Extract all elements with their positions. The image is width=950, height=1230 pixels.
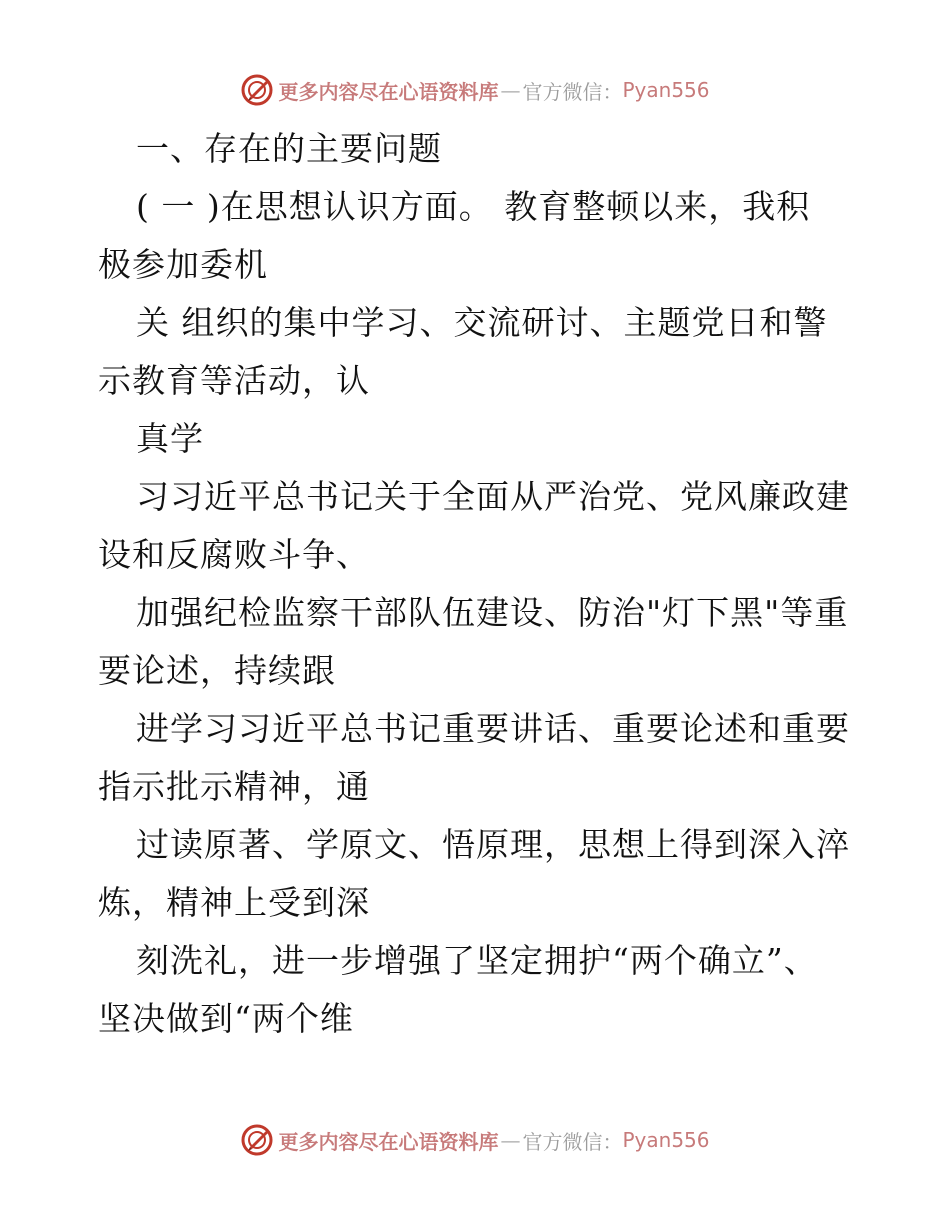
paragraph-line: 刻洗礼，进一步增强了坚定拥护“两个确立”、 <box>136 941 818 980</box>
paragraph-line: 要论述，持续跟 <box>98 651 336 690</box>
paragraph-line: 真学 <box>136 419 204 458</box>
banner-dash: — <box>500 78 521 102</box>
paragraph-line: 极参加委机 <box>98 245 268 284</box>
header-watermark-banner <box>0 70 950 110</box>
paragraph-line: 设和反腐败斗争、 <box>98 535 370 574</box>
pen-logo-icon <box>240 73 274 107</box>
paragraph-line: 关 组织的集中学习、交流研讨、主题党日和警 <box>136 303 828 342</box>
paragraph-line: 指示批示精神，通 <box>98 767 370 806</box>
banner-wechat-id: Pyan556 <box>622 1128 710 1152</box>
paragraph-line: 加强纪检监察干部队伍建设、防治"灯下黑"等重 <box>136 593 849 632</box>
banner-dash: — <box>500 1128 521 1152</box>
paragraph-line: 坚决做到“两个维 <box>98 999 354 1038</box>
document-body <box>98 120 858 1048</box>
banner-wechat-label: 官方微信： <box>522 1129 623 1154</box>
section-heading: 一、存在的主要问题 <box>136 129 442 168</box>
paragraph-line: ( 一 )在思想认识方面。 教育整顿以来，我积 <box>136 187 811 226</box>
banner-title: 更多内容尽在心语资料库 <box>278 1129 499 1154</box>
footer-watermark-banner <box>0 1120 950 1160</box>
paragraph-line: 过读原著、学原文、悟原理，思想上得到深入淬 <box>136 825 850 864</box>
paragraph-line: 炼，精神上受到深 <box>98 883 370 922</box>
paragraph-line: 习习近平总书记关于全面从严治党、党风廉政建 <box>136 477 850 516</box>
paragraph-line: 进学习习近平总书记重要讲话、重要论述和重要 <box>136 709 850 748</box>
banner-wechat-id: Pyan556 <box>622 78 710 102</box>
banner-wechat-label: 官方微信： <box>522 79 623 104</box>
paragraph-line: 示教育等活动，认 <box>98 361 370 400</box>
banner-title: 更多内容尽在心语资料库 <box>278 79 499 104</box>
pen-logo-icon <box>240 1123 274 1157</box>
